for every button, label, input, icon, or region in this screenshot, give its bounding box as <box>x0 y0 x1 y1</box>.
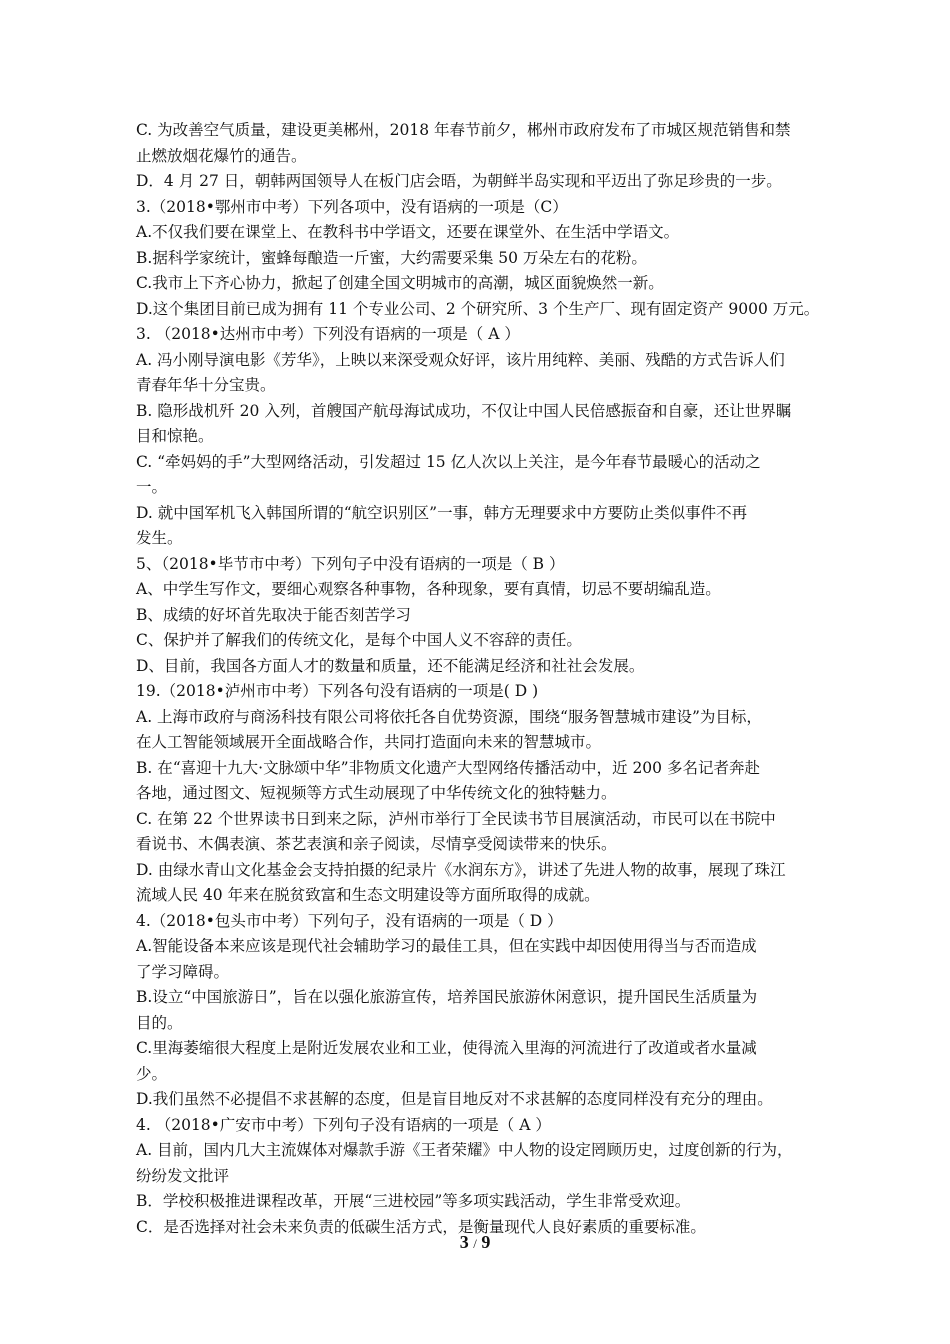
text-line: C．是否选择对社会未来负责的低碳生活方式，是衡量现代人良好素质的重要标准。 <box>136 1217 706 1236</box>
text-line: D.我们虽然不必提倡不求甚解的态度，但是盲目地反对不求甚解的态度同样没有充分的理由。 <box>136 1090 773 1108</box>
text-line: C.我市上下齐心协力，掀起了创建全国文明城市的高潮，城区面貌焕然一新。 <box>136 274 664 292</box>
text-line: C. “牵妈妈的手”大型网络活动，引发超过 15 亿人次以上关注，是今年春节最暖心的活动之 <box>136 452 761 471</box>
text-line: D. 就中国军机飞入韩国所谓的“航空识别区”一事，韩方无理要求中方要防止类似事件不再 <box>136 503 748 522</box>
text-line: 少。 <box>136 1064 168 1083</box>
text-line: 19.（2018•泸州市中考）下列各句没有语病的一项是( D ) <box>136 682 539 700</box>
text-line: A. 上海市政府与商汤科技有限公司将依托各自优势资源，围绕“服务智慧城市建设”为目标， <box>136 707 762 726</box>
text-line: B、成绩的好坏首先取决于能否刻苦学习 <box>136 605 411 624</box>
text-line: 发生。 <box>136 529 183 547</box>
text-line: B.设立“中国旅游日”，旨在以强化旅游宣传，培养国民旅游休闲意识，提升国民生活质量为 <box>136 988 758 1006</box>
text-line: D．4 月 27 日，朝韩两国领导人在板门店会晤，为朝鲜半岛实现和平迈出了弥足珍贵的一步。 <box>136 172 782 190</box>
text-line: 了学习障碍。 <box>136 962 230 981</box>
text-line: D、目前，我国各方面人才的数量和质量，还不能满足经济和社社会发展。 <box>136 656 645 675</box>
text-line: B. 隐形战机歼 20 入列，首艘国产航母海试成功，不仅让中国人民倍感振奋和自豪，还让世界瞩 <box>136 401 792 420</box>
text-line: 各地，通过图文、短视频等方式生动展现了中华传统文化的独特魅力。 <box>136 784 617 802</box>
text-line: 3. （2018•达州市中考）下列没有语病的一项是（ A ） <box>136 325 520 343</box>
text-line: 流域人民 40 年来在脱贫致富和生态文明建设等方面所取得的成就。 <box>136 886 600 904</box>
total-pages: 9 <box>481 1232 491 1252</box>
text-line: B.据科学家统计，蜜蜂每酿造一斤蜜，大约需要采集 50 万朵左右的花粉。 <box>136 248 647 267</box>
text-line: D.这个集团目前已成为拥有 11 个专业公司、2 个研究所、3 个生产厂、现有固定资产 9000 万元。 <box>136 299 820 318</box>
text-line: 目和惊艳。 <box>136 427 214 445</box>
text-line: 目的。 <box>136 1013 183 1032</box>
page-number <box>0 1232 950 1253</box>
text-line: A、中学生写作文，要细心观察各种事物，各种现象，要有真情，切忌不要胡编乱造。 <box>136 580 721 598</box>
page-separator: / <box>473 1236 477 1251</box>
text-line: C. 在第 22 个世界读书日到来之际，泸州市举行丁全民读书节目展演活动，市民可以在书院中 <box>136 809 776 828</box>
text-line: 看说书、木偶表演、茶艺表演和亲子阅读，尽情享受阅读带来的快乐。 <box>136 835 617 853</box>
text-line: C、保护并了解我们的传统文化，是每个中国人义不容辞的责任。 <box>136 631 582 649</box>
text-line: B．学校积极推进课程改革，开展“三进校园”等多项实践活动，学生非常受欢迎。 <box>136 1192 691 1210</box>
text-line: 3.（2018•鄂州市中考）下列各项中，没有语病的一项是（C） <box>136 197 568 216</box>
text-line: 在人工智能领域展开全面战略合作，共同打造面向未来的智慧城市。 <box>136 733 602 751</box>
current-page: 3 <box>459 1232 469 1252</box>
text-line: C. 为改善空气质量，建设更美郴州，2018 年春节前夕，郴州市政府发布了市城区规范销售和禁 <box>136 121 791 139</box>
text-line: 青春年华十分宝贵。 <box>136 376 276 394</box>
text-line: A.不仅我们要在课堂上、在教科书中学语文，还要在课堂外、在生活中学语文。 <box>136 223 680 241</box>
text-line: C.里海萎缩很大程度上是附近发展农业和工业，使得流入里海的河流进行了改道或者水量减 <box>136 1039 757 1057</box>
text-line: D. 由绿水青山文化基金会支持拍摄的纪录片《水润东方》，讲述了先进人物的故事，展现了珠江 <box>136 860 786 879</box>
text-line: 4.（2018•包头市中考）下列句子，没有语病的一项是（ D ） <box>136 911 563 930</box>
text-line: 一。 <box>136 478 168 496</box>
text-line: 纷纷发文批评 <box>136 1166 230 1185</box>
text-line: B. 在“喜迎十九大·文脉颂中华”非物质文化遗产大型网络传播活动中，近 200 多名记者奔赴 <box>136 758 760 777</box>
text-line: 5、（2018•毕节市中考）下列句子中没有语病的一项是（ B ） <box>136 554 565 573</box>
document-body <box>136 118 828 1240</box>
text-line: A. 冯小刚导演电影《芳华》，上映以来深受观众好评，该片用纯粹、美丽、残酷的方式告诉人们 <box>136 350 785 369</box>
text-line: A. 目前，国内几大主流媒体对爆款手游《王者荣耀》中人物的设定罔顾历史，过度创新的行为， <box>136 1141 793 1159</box>
text-line: A.智能设备本来应该是现代社会辅助学习的最佳工具，但在实践中却因使用得当与否而造成 <box>136 937 757 955</box>
text-line: 4. （2018•广安市中考）下列句子没有语病的一项是（ A ） <box>136 1115 551 1134</box>
text-line: 止燃放烟花爆竹的通告。 <box>136 146 307 165</box>
